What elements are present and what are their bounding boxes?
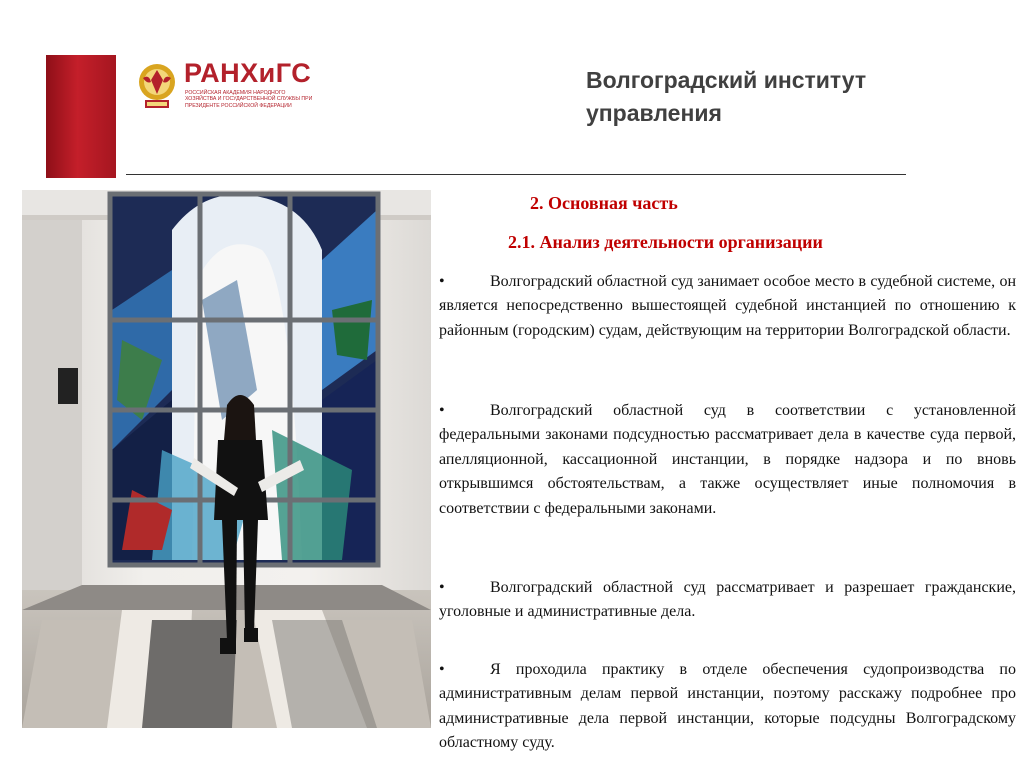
bullet-icon: •: [439, 273, 445, 290]
bullet-text: Волгоградский областной суд рассматривает и разрешает гражданские, уголовные и административные дела.: [439, 579, 1016, 621]
logo-name: РАНХиГС: [184, 58, 312, 88]
header-divider: [126, 174, 906, 175]
bullet-text: Я проходила практику в отделе обеспечения судопроизводства по административным делам первой инстанции, поэтому расскажу подробнее про административные дела первой инстанции, которые подсудны Волгоградскому областному суду.: [439, 661, 1016, 752]
bullet-text: Волгоградский областной суд в соответствии с установленной федеральными законами подсудностью рассматривает дела в качестве суда первой, апелляционной, кассационной инстанции, в порядке надзора и по вновь открывшимся обстоятельствам, а также осуществляет иные полномочия в соответствии с федеральными законами.: [439, 402, 1016, 517]
decorative-red-bar: [46, 55, 116, 178]
bullet-item: [439, 399, 1016, 521]
bullet-icon: •: [439, 579, 445, 596]
ranepa-logo: [137, 58, 312, 118]
bullet-icon: •: [439, 402, 445, 419]
institute-title-line1: Волгоградский институт: [586, 67, 867, 93]
logo-subtitle: РОССИЙСКАЯ АКАДЕМИЯ НАРОДНОГО ХОЗЯЙСТВА И ГОСУДАРСТВЕННОЙ СЛУЖБЫ ПРИ ПРЕЗИДЕНТЕ РОССИЙСКОЙ ФЕДЕРАЦИИ: [185, 90, 313, 109]
bullet-text: Волгоградский областной суд занимает особое место в судебной системе, он является непосредственно вышестоящей судебной инстанцией по отношению к районным (городским) судам, действующим на территории Волгоградской области.: [439, 273, 1016, 339]
institute-title: [586, 64, 946, 130]
eagle-emblem-icon: [137, 60, 177, 112]
bullet-item: [439, 658, 1016, 756]
institute-title-line2: управления: [586, 100, 722, 126]
subsection-title: 2.1. Анализ деятельности организации: [508, 232, 823, 252]
stained-glass-photo: [22, 190, 431, 728]
bullet-icon: •: [439, 661, 445, 678]
section-title: 2. Основная часть: [530, 193, 678, 213]
bullet-item: [439, 270, 1016, 343]
bullet-item: [439, 576, 1016, 625]
